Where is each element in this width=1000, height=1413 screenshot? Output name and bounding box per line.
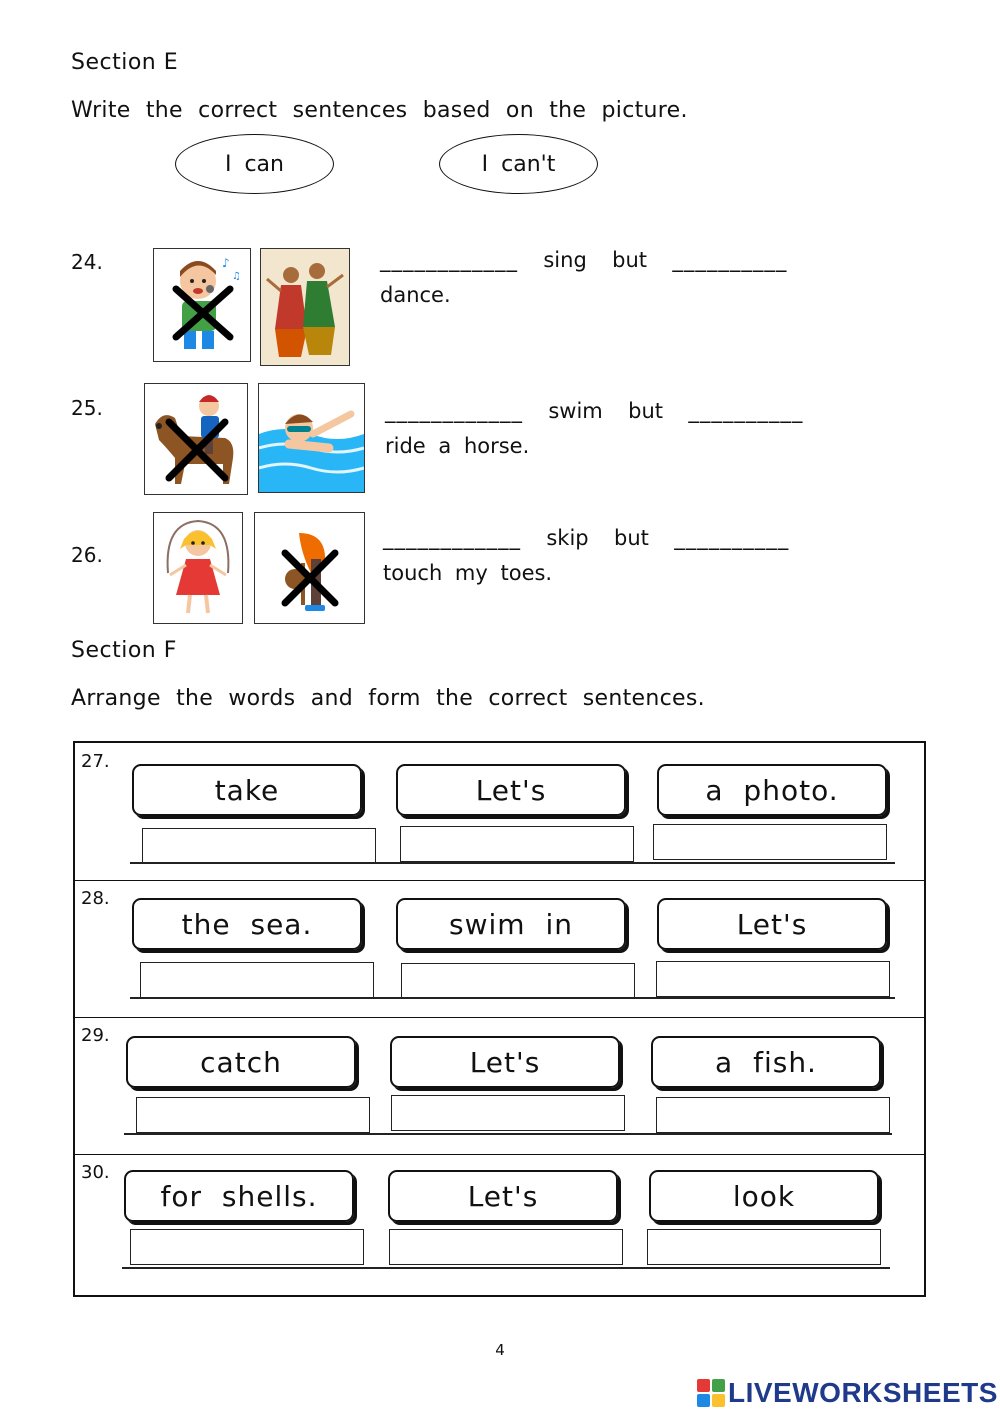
word-card[interactable]: take bbox=[132, 764, 362, 816]
answer-box[interactable] bbox=[140, 962, 374, 998]
writing-line bbox=[130, 997, 895, 999]
section-e-title: Section E bbox=[71, 50, 179, 75]
sentence-ending: dance. bbox=[380, 283, 451, 307]
option-i-can-label: I can bbox=[224, 151, 284, 177]
writing-line bbox=[124, 1133, 892, 1135]
svg-text:♫: ♫ bbox=[232, 271, 241, 282]
answer-blank[interactable]: ____________ bbox=[380, 248, 518, 272]
word-card[interactable]: swim in bbox=[396, 898, 626, 950]
arrange-row-27 bbox=[75, 743, 924, 881]
sentence-ending: ride a horse. bbox=[385, 434, 530, 458]
word-card[interactable]: catch bbox=[126, 1036, 356, 1088]
writing-line bbox=[122, 1267, 890, 1269]
question-26-number: 26. bbox=[71, 543, 103, 567]
answer-box[interactable] bbox=[142, 828, 376, 864]
word-card[interactable]: Let's bbox=[396, 764, 626, 816]
answer-blank[interactable]: __________ bbox=[672, 248, 788, 272]
skipping-girl-picture bbox=[153, 512, 243, 624]
liveworksheets-logo-icon bbox=[697, 1379, 725, 1407]
section-f-title: Section F bbox=[71, 638, 177, 663]
word-card[interactable]: Let's bbox=[390, 1036, 620, 1088]
arrange-row-28 bbox=[75, 880, 924, 1018]
page-number: 4 bbox=[495, 1341, 505, 1359]
liveworksheets-brand[interactable] bbox=[697, 1376, 998, 1410]
question-24-number: 24. bbox=[71, 250, 103, 274]
word-card[interactable]: a fish. bbox=[651, 1036, 881, 1088]
answer-box[interactable] bbox=[391, 1095, 625, 1131]
arrange-row-29 bbox=[75, 1017, 924, 1155]
verb: swim bbox=[548, 399, 603, 423]
word-card[interactable]: Let's bbox=[388, 1170, 618, 1222]
verb: skip bbox=[546, 526, 589, 550]
answer-box[interactable] bbox=[389, 1229, 623, 1265]
question-25-number: 25. bbox=[71, 396, 103, 420]
question-25-sentence bbox=[385, 394, 905, 464]
question-24-sentence bbox=[380, 243, 900, 313]
sentence-ending: touch my toes. bbox=[383, 561, 553, 585]
question-30-number: 30. bbox=[81, 1162, 110, 1183]
svg-text:♪: ♪ bbox=[222, 256, 230, 270]
dancers-picture bbox=[260, 248, 350, 366]
answer-box[interactable] bbox=[647, 1229, 881, 1265]
question-27-number: 27. bbox=[81, 751, 110, 772]
answer-box[interactable] bbox=[653, 824, 887, 860]
answer-blank[interactable]: __________ bbox=[674, 526, 790, 550]
option-i-cant bbox=[439, 134, 598, 194]
section-e-instruction: Write the correct sentences based on the picture. bbox=[71, 98, 688, 123]
word-card[interactable]: Let's bbox=[657, 898, 887, 950]
word-card[interactable]: for shells. bbox=[124, 1170, 354, 1222]
conjunction: but bbox=[628, 399, 664, 423]
arrange-words-table bbox=[73, 741, 926, 1297]
option-i-can bbox=[175, 134, 334, 194]
section-f-instruction: Arrange the words and form the correct sentences. bbox=[71, 686, 705, 711]
answer-box[interactable] bbox=[656, 961, 890, 997]
answer-box[interactable] bbox=[130, 1229, 364, 1265]
singing-boy-picture bbox=[153, 248, 251, 362]
verb: sing bbox=[543, 248, 587, 272]
writing-line bbox=[130, 862, 895, 864]
answer-box[interactable] bbox=[656, 1097, 890, 1133]
word-card[interactable]: look bbox=[649, 1170, 879, 1222]
answer-blank[interactable]: ____________ bbox=[385, 399, 523, 423]
answer-box[interactable] bbox=[400, 826, 634, 862]
question-28-number: 28. bbox=[81, 888, 110, 909]
answer-blank[interactable]: ____________ bbox=[383, 526, 521, 550]
brand-name: LIVEWORKSHEETS bbox=[728, 1377, 998, 1408]
conjunction: but bbox=[612, 248, 648, 272]
question-26-sentence bbox=[383, 521, 903, 591]
answer-box[interactable] bbox=[401, 963, 635, 999]
touching-toes-picture bbox=[254, 512, 365, 624]
arrange-row-30 bbox=[75, 1154, 924, 1291]
word-card[interactable]: a photo. bbox=[657, 764, 887, 816]
horse-riding-picture bbox=[144, 383, 248, 495]
question-29-number: 29. bbox=[81, 1025, 110, 1046]
option-i-cant-label: I can't bbox=[481, 151, 556, 177]
swimming-boy-picture bbox=[258, 383, 365, 493]
word-card[interactable]: the sea. bbox=[132, 898, 362, 950]
conjunction: but bbox=[614, 526, 649, 550]
answer-box[interactable] bbox=[136, 1097, 370, 1133]
answer-blank[interactable]: __________ bbox=[688, 399, 804, 423]
